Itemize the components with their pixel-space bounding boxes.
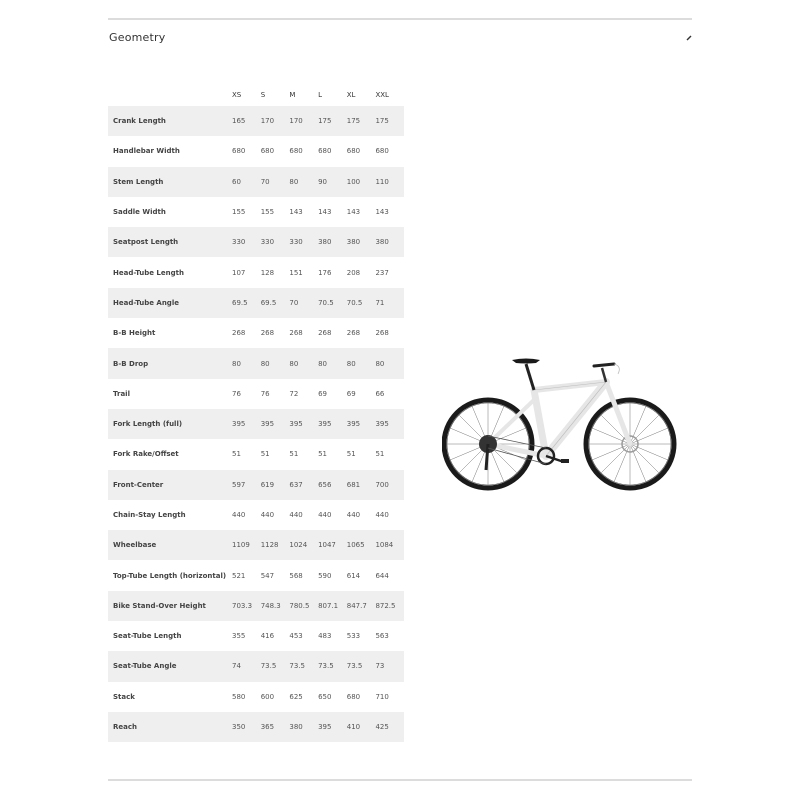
header-blank [108, 84, 232, 106]
cell-value: 155 [260, 208, 275, 217]
cell-value: 143 [289, 208, 303, 217]
table-row [108, 439, 404, 469]
row-label: Chain-Stay Length [113, 511, 186, 519]
cell-value: 73.5 [318, 651, 347, 681]
row-label: Handlebar Width [113, 147, 180, 156]
cell-value: 100 [347, 167, 376, 197]
table-row [108, 651, 404, 681]
cell-value: 650 [318, 692, 332, 701]
cell-value: 74 [232, 651, 261, 681]
cell-value: 151 [289, 268, 303, 277]
table-row [108, 136, 404, 166]
cell-value: 268 [260, 329, 275, 338]
cell-value: 268 [346, 329, 361, 338]
cell-value: 80 [375, 348, 404, 378]
cell-value: 440 [375, 511, 389, 519]
cell-value: 70 [289, 288, 318, 318]
cell-value: 71 [375, 288, 404, 318]
size-header: M [289, 91, 296, 99]
cell-value: 143 [375, 208, 389, 217]
cell-value: 440 [318, 511, 332, 519]
cell-value: 395 [347, 409, 376, 439]
section-title[interactable]: Geometry [109, 31, 166, 44]
size-header: XS [232, 91, 242, 99]
cell-value: 1128 [261, 530, 290, 560]
cell-value: 330 [289, 227, 318, 257]
size-header: XL [346, 91, 356, 99]
cell-value: 72 [289, 389, 299, 398]
cell-value: 700 [375, 470, 404, 500]
cell-value: 1084 [375, 530, 404, 560]
geometry-table [108, 84, 404, 742]
table-row [108, 227, 404, 257]
cell-value: 66 [375, 389, 385, 398]
row-label: Seat-Tube Length [113, 632, 182, 641]
row-label: Trail [113, 389, 130, 398]
bicycle-image [442, 352, 678, 498]
cell-value: 637 [289, 470, 318, 500]
row-label: Bike Stand-Over Height [108, 591, 232, 621]
cell-value: 80 [318, 348, 347, 378]
cell-value: 1065 [347, 530, 376, 560]
cell-value: 703.3 [232, 591, 261, 621]
cell-value: 395 [289, 409, 318, 439]
cell-value: 780.5 [289, 591, 318, 621]
cell-value: 268 [375, 329, 389, 338]
cell-value: 355 [232, 632, 246, 641]
cell-value: 80 [289, 348, 318, 378]
cell-value: 440 [260, 511, 275, 519]
cell-value: 680 [289, 147, 303, 156]
cell-value: 70.5 [318, 288, 347, 318]
cell-value: 710 [375, 692, 389, 701]
row-label: B-B Drop [108, 348, 232, 378]
cell-value: 69 [346, 389, 356, 398]
cell-value: 69.5 [261, 288, 290, 318]
cell-value: 155 [232, 208, 246, 217]
cell-value: 128 [260, 268, 275, 277]
cell-value: 165 [232, 106, 261, 136]
cell-value: 1109 [232, 530, 261, 560]
row-label: Saddle Width [113, 208, 166, 217]
cell-value: 175 [347, 106, 376, 136]
cell-value: 807.1 [318, 591, 347, 621]
cell-value: 237 [375, 268, 389, 277]
cell-value: 80 [347, 348, 376, 378]
cell-value: 533 [346, 632, 361, 641]
size-header: XXL [375, 91, 389, 99]
cell-value: 395 [318, 409, 347, 439]
table-row [108, 621, 404, 651]
cell-value: 547 [260, 571, 275, 580]
table-row [108, 197, 404, 227]
cell-value: 410 [347, 712, 376, 742]
row-label: Seatpost Length [108, 227, 232, 257]
chevron-up-icon[interactable] [686, 35, 692, 41]
row-label: Head-Tube Angle [108, 288, 232, 318]
cell-value: 416 [260, 632, 275, 641]
table-row [108, 257, 404, 287]
cell-value: 872.5 [375, 591, 404, 621]
cell-value: 51 [260, 450, 270, 459]
row-label: Fork Length (full) [108, 409, 232, 439]
cell-value: 73.5 [289, 651, 318, 681]
cell-value: 440 [346, 511, 361, 519]
cell-value: 90 [318, 167, 347, 197]
cell-value: 568 [289, 571, 303, 580]
cell-value: 170 [289, 106, 318, 136]
row-label: Top-Tube Length (horizontal) [113, 571, 227, 580]
cell-value: 680 [232, 147, 246, 156]
cell-value: 60 [232, 167, 261, 197]
cell-value: 80 [232, 348, 261, 378]
cell-value: 590 [318, 571, 332, 580]
table-row [108, 106, 404, 136]
cell-value: 143 [346, 208, 361, 217]
cell-value: 1024 [289, 530, 318, 560]
cell-value: 350 [232, 712, 261, 742]
cell-value: 110 [375, 167, 404, 197]
cell-value: 76 [260, 389, 270, 398]
cell-value: 614 [346, 571, 361, 580]
cell-value: 330 [261, 227, 290, 257]
cell-value: 380 [375, 227, 404, 257]
cell-value: 395 [375, 409, 404, 439]
cell-value: 748.3 [261, 591, 290, 621]
cell-value: 1047 [318, 530, 347, 560]
table-row [108, 500, 404, 530]
cell-value: 365 [261, 712, 290, 742]
size-header: L [318, 91, 322, 99]
cell-value: 680 [346, 692, 361, 701]
cell-value: 208 [346, 268, 361, 277]
cell-value: 680 [375, 147, 389, 156]
cell-value: 268 [318, 329, 332, 338]
table-row [108, 167, 404, 197]
cell-value: 680 [318, 147, 332, 156]
cell-value: 680 [346, 147, 361, 156]
cell-value: 625 [289, 692, 303, 701]
cell-value: 73.5 [347, 651, 376, 681]
cell-value: 76 [232, 389, 241, 398]
row-label: Reach [108, 712, 232, 742]
top-divider [108, 18, 692, 20]
cell-value: 143 [318, 208, 332, 217]
cell-value: 51 [346, 450, 356, 459]
cell-value: 107 [232, 268, 246, 277]
cell-value: 380 [347, 227, 376, 257]
row-label: Stack [113, 692, 135, 701]
cell-value: 51 [318, 450, 327, 459]
cell-value: 597 [232, 470, 261, 500]
cell-value: 600 [260, 692, 275, 701]
table-row [108, 470, 404, 500]
bottom-divider [108, 779, 692, 781]
table-row [108, 712, 404, 742]
cell-value: 483 [318, 632, 332, 641]
cell-value: 70 [261, 167, 290, 197]
cell-value: 580 [232, 692, 246, 701]
cell-value: 619 [261, 470, 290, 500]
cell-value: 268 [289, 329, 303, 338]
row-label: Crank Length [108, 106, 232, 136]
table-row [108, 560, 404, 590]
row-label: Front-Center [108, 470, 232, 500]
cell-value: 73 [375, 651, 404, 681]
table-row [108, 379, 404, 409]
row-label: Seat-Tube Angle [108, 651, 232, 681]
cell-value: 395 [232, 409, 261, 439]
table-row [108, 288, 404, 318]
table-row [108, 348, 404, 378]
cell-value: 51 [289, 450, 299, 459]
cell-value: 440 [232, 511, 246, 519]
cell-value: 453 [289, 632, 303, 641]
table-row [108, 682, 404, 712]
row-label: Fork Rake/Offset [113, 450, 179, 459]
cell-value: 268 [232, 329, 246, 338]
cell-value: 380 [289, 712, 318, 742]
cell-value: 69.5 [232, 288, 261, 318]
cell-value: 73.5 [261, 651, 290, 681]
cell-value: 425 [375, 712, 404, 742]
cell-value: 680 [260, 147, 275, 156]
table-row [108, 530, 404, 560]
cell-value: 440 [289, 511, 303, 519]
header-row [108, 84, 404, 106]
cell-value: 70.5 [347, 288, 376, 318]
table-row [108, 318, 404, 348]
cell-value: 681 [347, 470, 376, 500]
cell-value: 51 [232, 450, 241, 459]
cell-value: 175 [375, 106, 404, 136]
cell-value: 69 [318, 389, 327, 398]
cell-value: 521 [232, 571, 246, 580]
row-label: Wheelbase [108, 530, 232, 560]
cell-value: 80 [261, 348, 290, 378]
table-row [108, 591, 404, 621]
row-label: Stem Length [108, 167, 232, 197]
cell-value: 175 [318, 106, 347, 136]
cell-value: 395 [318, 712, 347, 742]
cell-value: 656 [318, 470, 347, 500]
size-header: S [260, 91, 266, 99]
cell-value: 80 [289, 167, 318, 197]
cell-value: 644 [375, 571, 389, 580]
cell-value: 170 [261, 106, 290, 136]
cell-value: 330 [232, 227, 261, 257]
cell-value: 380 [318, 227, 347, 257]
cell-value: 51 [375, 450, 385, 459]
cell-value: 563 [375, 632, 389, 641]
row-label: B-B Height [113, 329, 156, 338]
cell-value: 847.7 [347, 591, 376, 621]
table-row [108, 409, 404, 439]
cell-value: 176 [318, 268, 332, 277]
row-label: Head-Tube Length [113, 268, 184, 277]
cell-value: 395 [261, 409, 290, 439]
